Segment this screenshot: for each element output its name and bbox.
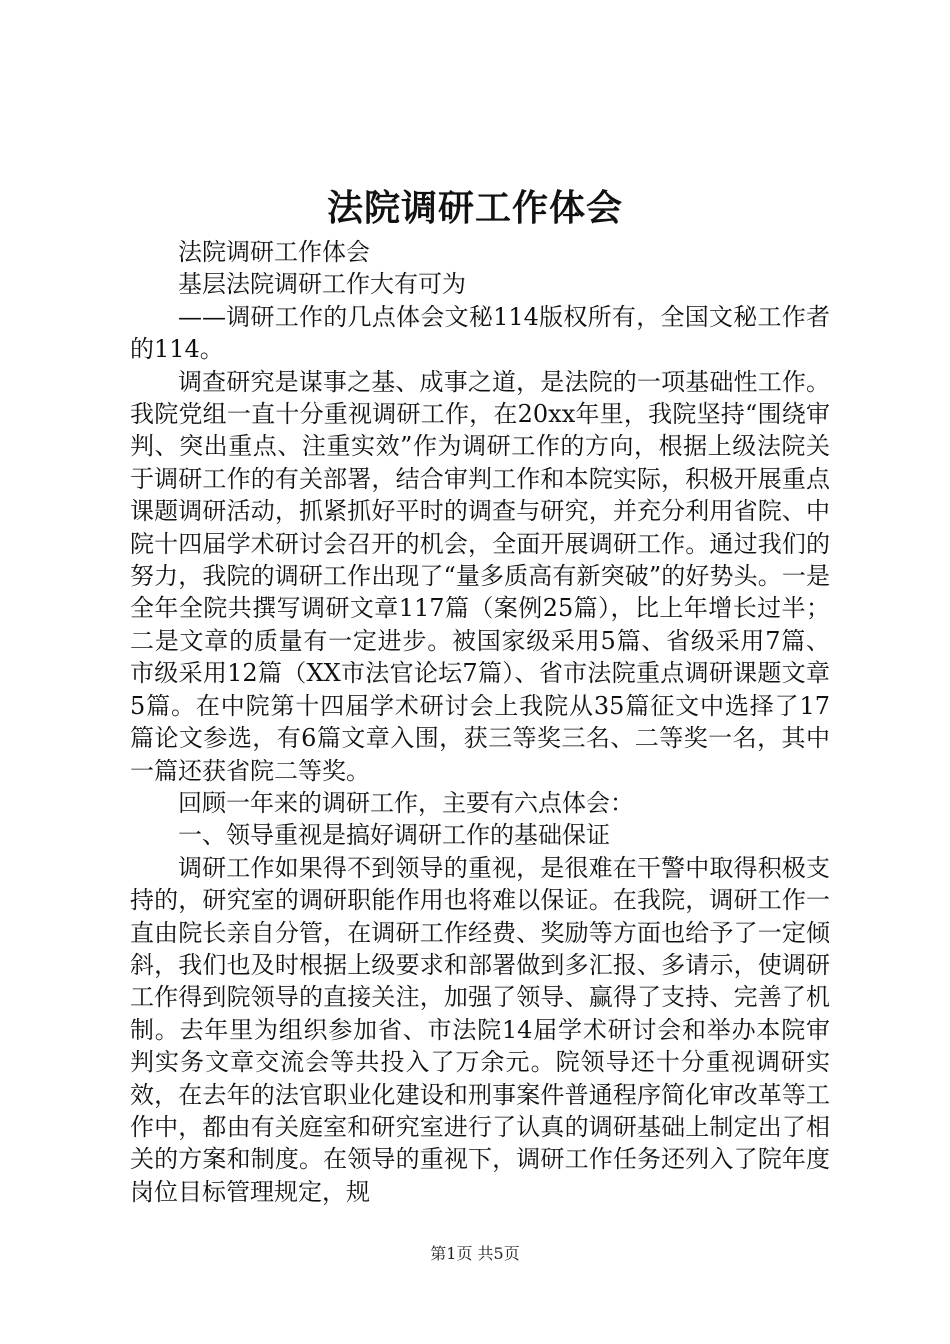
paragraph: 法院调研工作体会 [178,238,370,266]
section-heading: 一、领导重视是搞好调研工作的基础保证 [178,821,610,850]
paragraph: 调研工作如果得不到领导的重视，是很难在干警中取得积极支持的，研究室的调研职能作用也将难以保证。在我院，调研工作一直由院长亲自分管，在调研工作经费、奖励等方面也给予了一定倾斜，我们也及时根据上级要求和部署做到多汇报、多请示，使调研工作得到院领导的直接关注，加强了领导、赢得了支持、完善了机制。去年里为组织参加省、市法院14届学术研讨会和举办本院审判实务文章交流会等共投入了万余元。院领导还十分重视调研实效，在去年的法官职业化建设和刑事案件普通程序简化审改革等工作中，都由有关庭室和研究室进行了认真的调研基础上制定出了相关的方案和制度。在领导的重视下，调研工作任务还列入了院年度岗位目标管理规定，规 [130,853,830,1206]
document-body [130,236,830,1208]
paragraph: 调查研究是谋事之基、成事之道，是法院的一项基础性工作。我院党组一直十分重视调研工作，在20xx年里，我院坚持“围绕审判、突出重点、注重实效”作为调研工作的方向，根据上级法院关于调研工作的有关部署，结合审判工作和本院实际，积极开展重点课题调研活动，抓紧抓好平时的调查与研究，并充分利用省院、中院十四届学术研讨会召开的机会，全面开展调研工作。通过我们的努力，我院的调研工作出现了“量多质高有新突破”的好势头。一是全年全院共撰写调研文章117篇（案例25篇），比上年增长过半；二是文章的质量有一定进步。被国家级采用5篇、省级采用7篇、市级采用12篇（XX市法官论坛7篇）、省市法院重点调研课题文章5篇。在中院第十四届学术研讨会上我院从35篇征文中选择了17篇论文参选，有6篇文章入围，获三等奖三名、二等奖一名，其中一篇还获省院二等奖。 [130,367,830,785]
paragraph: 回顾一年来的调研工作，主要有六点体会： [178,788,634,817]
document-title: 法院调研工作体会 [326,187,623,229]
paragraph: 基层法院调研工作大有可为 [178,270,466,299]
page-footer: 第1页 共5页 [430,1244,520,1263]
paragraph: ——调研工作的几点体会文秘114版权所有，全国文秘工作者的114。 [130,302,830,364]
